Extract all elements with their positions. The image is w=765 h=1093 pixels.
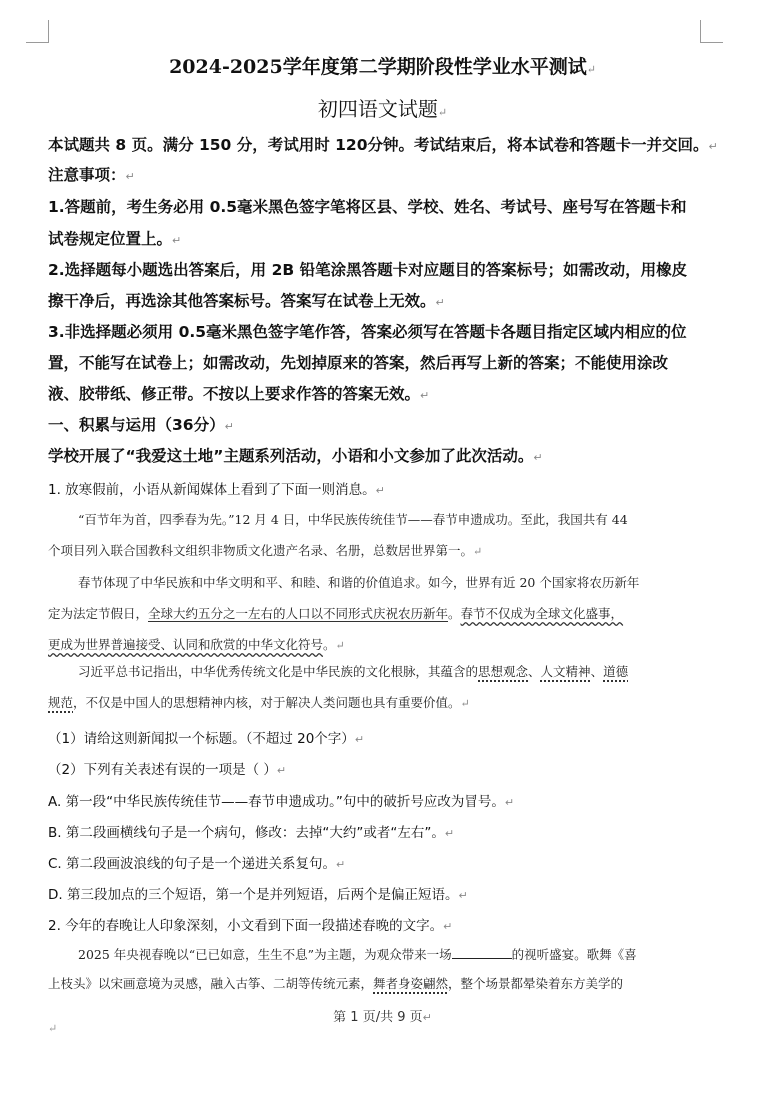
intro-line: 本试题共 8 页。满分 150 分，考试用时 120分钟。考试结束后，将本试卷和答题卡一并交回。↵ (48, 136, 718, 154)
news-paragraph-2-line-2: 定为法定节假日，全球大约五分之一左右的人口以不同形式庆祝农历新年。春节不仅成为全球文化盛事， (48, 606, 624, 621)
section-1-lead: 学校开展了“我爱这土地”主题系列活动，小语和小文参加了此次活动。↵ (48, 447, 543, 465)
question-1-sub-1: （1）请给这则新闻拟一个标题。（不超过 20个字）↵ (48, 731, 365, 747)
notice-1-line-2: 试卷规定位置上。↵ (48, 230, 182, 248)
notice-heading: 注意事项：↵ (48, 166, 135, 184)
paragraph-mark: ↵ (48, 1022, 58, 1035)
gala-paragraph-line-1: 2025 年央视春晚以“已已如意，生生不息”为主题，为观众带来一场 的视听盛宴。歌舞《喜 (78, 947, 637, 962)
question-2-stem: 2. 今年的春晚让人印象深刻，小文看到下面一段描述春晚的文字。↵ (48, 918, 453, 934)
dotted-phrase-3-end: 规范 (48, 695, 74, 710)
notice-2-line-2: 擦干净后，再选涂其他答案标号。答案写在试卷上无效。↵ (48, 292, 445, 310)
dotted-phrase-2: 人文精神 (540, 664, 591, 679)
notice-3-line-3: 液、胶带纸、修正带。不按以上要求作答的答案无效。↵ (48, 385, 430, 403)
news-paragraph-2-line-1: 春节体现了中华民族和中华文明和平、和睦、和谐的价值追求。如今，世界有近 20 个国家将农历新年 (78, 575, 640, 590)
option-d: D. 第三段加点的三个短语，第一个是并列短语，后两个是偏正短语。↵ (48, 887, 468, 903)
fill-in-blank (452, 946, 512, 959)
question-1-stem: 1. 放寒假前，小语从新闻媒体上看到了下面一则消息。↵ (48, 482, 385, 498)
exam-title: 2024-2025学年度第二学期阶段性学业水平测试↵ (169, 56, 596, 78)
news-paragraph-3-line-1: 习近平总书记指出，中华优秀传统文化是中华民族的文化根脉，其蕴含的思想观念、人文精神、道德 (78, 664, 629, 679)
wavy-sentence-part-2: 更成为世界普遍接受、认同和欣赏的中华文化符号 (48, 637, 324, 652)
page-footer: 第 1 页/共 9 页↵ (333, 1010, 432, 1025)
notice-1-line-1: 1.答题前，考生务必用 0.5毫米黑色签字笔将区县、学校、姓名、考试号、座号写在答题卡和 (48, 198, 687, 216)
crop-mark-top-left (26, 20, 49, 43)
question-1-sub-2: （2）下列有关表述有误的一项是（ ）↵ (48, 762, 287, 778)
news-paragraph-1-line-2: 个项目列入联合国教科文组织非物质文化遗产名录、名册，总数居世界第一。↵ (48, 543, 483, 558)
notice-3-line-2: 置，不能写在试卷上；如需改动，先划掉原来的答案，然后再写上新的答案；不能使用涂改 (48, 354, 669, 372)
wavy-sentence-part-1: 春节不仅成为全球文化盛事， (460, 606, 624, 621)
dotted-phrase-3-start: 道德 (603, 664, 629, 679)
option-c: C. 第二段画波浪线的句子是一个递进关系复句。↵ (48, 856, 346, 872)
option-a: A. 第一段“中华民族传统佳节——春节申遗成功。”句中的破折号应改为冒号。↵ (48, 794, 515, 810)
underlined-sentence: 全球大约五分之一左右的人口以不同形式庆祝农历新年 (148, 606, 449, 621)
gala-paragraph-line-2: 上枝头》以宋画意境为灵感，融入古筝、二胡等传统元素，舞者身姿翩然，整个场景都晕染着东方美学的 (48, 976, 624, 991)
notice-3-line-1: 3.非选择题必须用 0.5毫米黑色签字笔作答，答案必须写在答题卡各题目指定区域内相应的位 (48, 323, 687, 341)
dotted-phrase-1: 思想观念 (478, 664, 529, 679)
section-1-heading: 一、积累与运用（36分）↵ (48, 416, 234, 434)
news-paragraph-2-line-3: 更成为世界普遍接受、认同和欣赏的中华文化符号。↵ (48, 637, 345, 652)
option-b: B. 第二段画横线句子是一个病句，修改：去掉“大约”或者“左右”。↵ (48, 825, 455, 841)
notice-2-line-1: 2.选择题每小题选出答案后，用 2B 铅笔涂黑答题卡对应题目的答案标号；如需改动，用橡皮 (48, 261, 688, 279)
news-paragraph-3-line-2: 规范，不仅是中国人的思想精神内核，对于解决人类问题也具有重要价值。↵ (48, 695, 470, 710)
news-paragraph-1-line-1: “百节年为首，四季春为先。”12 月 4 日，中华民族传统佳节——春节申遗成功。至此，我国共有 44 (78, 512, 628, 527)
crop-mark-top-right (700, 20, 723, 43)
exam-subtitle: 初四语文试题↵ (317, 97, 448, 121)
dotted-phrase-dancer: 舞者身姿翩然 (373, 976, 449, 991)
